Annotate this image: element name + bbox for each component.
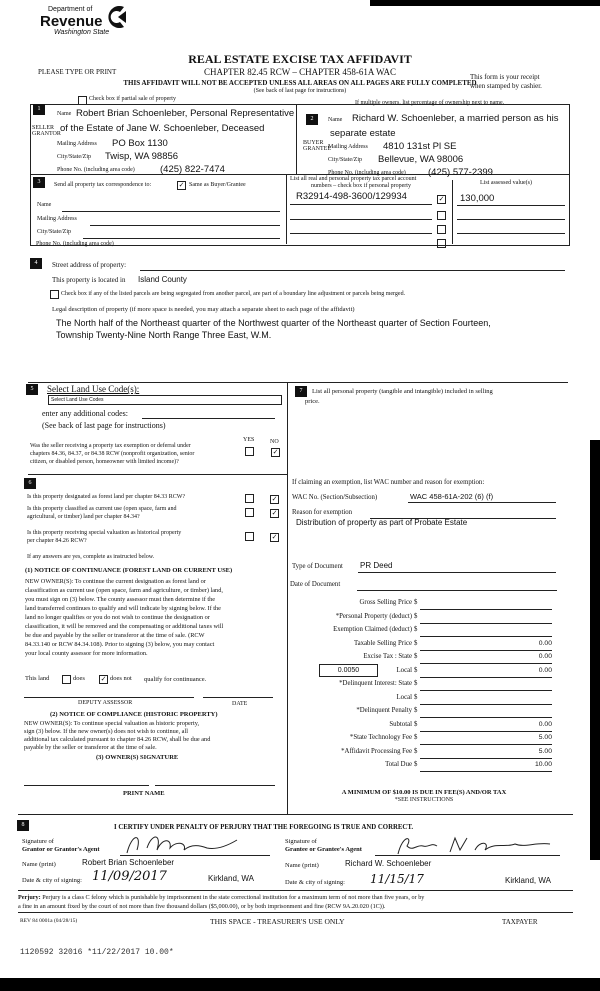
warning-line: THIS AFFIDAVIT WILL NOT BE ACCEPTED UNLESS ALL AREAS ON ALL PAGES ARE FULLY COMPLETED	[123, 79, 477, 87]
owner-signature-title: (3) OWNER(S) SIGNATURE	[96, 754, 179, 761]
dollar-sign: $	[414, 599, 418, 606]
partial-sale-label: Check box if partial sale of property	[89, 96, 176, 102]
dollar-sign: $	[414, 761, 418, 768]
notice-line: sign (3) below. If the new owner(s) does not wish to continue, all	[24, 728, 188, 735]
fee-value-field[interactable]	[420, 613, 552, 624]
dollar-sign: $	[414, 720, 418, 728]
signature-of-label: Signature of	[285, 838, 317, 845]
exemption-reason-field[interactable]: Distribution of property as part of Probate Estate	[296, 518, 468, 527]
fee-value-field[interactable]: 5.00	[420, 734, 552, 745]
wac-label: WAC No. (Section/Subsection)	[292, 494, 378, 501]
chapter-line: CHAPTER 82.45 RCW – CHAPTER 458-61A WAC	[204, 67, 396, 77]
phone-label: Phone No. (including area code)	[57, 167, 135, 173]
located-label: This property is located in	[52, 276, 126, 284]
dor-logo-icon	[104, 3, 128, 31]
document-date-label: Date of Document	[290, 581, 341, 588]
exemption-yes-checkbox[interactable]	[245, 447, 254, 456]
grantee-agent-label: Grantee or Grantee's Agent	[285, 846, 362, 853]
notice-continuance-title: (1) NOTICE OF CONTINUANCE (FOREST LAND OR CURRENT USE)	[25, 567, 233, 574]
dollar-sign: $	[414, 612, 418, 620]
exemption-question-2: chapters 84.36, 84.37, or 84.38 RCW (nonprofit organization, senior	[30, 451, 195, 457]
forest-land-question: Is this property designated as forest land per chapter 84.33 RCW?	[27, 494, 186, 500]
date-label: DATE	[232, 701, 248, 707]
please-type: PLEASE TYPE OR PRINT	[38, 68, 117, 76]
dollar-sign: $	[414, 693, 418, 701]
historical-question: Is this property receiving special valuation as historical property	[27, 530, 182, 536]
exemption-question: Was the seller receiving a property tax exemption or deferral under	[30, 443, 191, 449]
buyer-side-label: BUYER GRANTEE	[303, 140, 331, 152]
notice-line: land transferred continues to qualify and will indicate by signing below. If the	[25, 605, 221, 612]
this-land-label: This land	[25, 675, 50, 682]
fee-label: Local	[396, 693, 412, 701]
phone-label: Phone No. (including area code)	[328, 170, 406, 176]
fee-label: Total Due	[385, 761, 412, 768]
buyer-phone-field[interactable]: (425) 577-2399	[428, 167, 493, 178]
street-address-label: Street address of property:	[52, 261, 127, 269]
notice-line: classification, it will be removed and the compensating or additional taxes will	[25, 623, 224, 630]
form-title: REAL ESTATE EXCISE TAX AFFIDAVIT	[188, 52, 412, 66]
see-back: (See back of last page for instructions)	[253, 88, 347, 94]
dollar-sign: $	[414, 707, 418, 714]
personal-property-checkbox[interactable]	[437, 211, 446, 220]
no-header: NO	[270, 439, 279, 445]
print-name-label: PRINT NAME	[123, 790, 165, 797]
document-type-label: Type of Document	[292, 563, 343, 570]
section-number: 2	[306, 114, 318, 125]
yes-header: YES	[243, 437, 255, 443]
multiple-owners-note: If multiple owners, list percentage of ownership next to name.	[355, 100, 505, 106]
exemption-no-checkbox[interactable]: ✓	[272, 448, 279, 456]
section-number: 6	[24, 478, 36, 489]
date-city-label: Date & city of signing:	[22, 877, 82, 884]
fee-value-field[interactable]	[420, 680, 552, 691]
dollar-sign: $	[414, 680, 418, 687]
grantee-date-field[interactable]: 11/15/17	[370, 872, 424, 886]
fee-label: Exemption Claimed (deduct)	[333, 626, 412, 633]
dollar-sign: $	[414, 653, 418, 660]
notice-line: NEW OWNER(S): To continue special valuation as historic property,	[24, 720, 200, 727]
form-revision: REV 84 0001a (04/28/15)	[20, 918, 78, 924]
seller-city-field[interactable]: Twisp, WA 98856	[105, 151, 179, 162]
notice-compliance-text	[24, 720, 210, 752]
city-label: City/State/Zip	[57, 154, 91, 160]
does-label: does	[73, 675, 85, 682]
buyer-city-field[interactable]: Bellevue, WA 98006	[378, 154, 464, 165]
see-instructions: (See back of last page for instructions)	[42, 421, 166, 430]
notice-line: additional tax calculated pursuant to chapter 84.26 RCW, shall be due and	[24, 736, 211, 743]
fee-value-field[interactable]	[420, 599, 552, 610]
logo-text-2: Revenue	[40, 13, 103, 30]
city-label: City/State/Zip	[37, 229, 71, 235]
assessed-header: List assessed value(s)	[480, 180, 532, 186]
qualify-label: qualify for continuance.	[144, 676, 207, 683]
fee-label: *Delinquent Interest: State	[339, 680, 412, 687]
assessed-value-field[interactable]: 130,000	[460, 193, 495, 204]
notice-continuance-text	[25, 577, 223, 658]
current-use-yes-checkbox[interactable]	[245, 508, 254, 517]
address-label: Mailing Address	[57, 141, 97, 147]
historical-yes-checkbox[interactable]	[245, 532, 254, 541]
address-label: Mailing Address	[328, 144, 368, 150]
notice-line: payable by the seller or transferor at the time of sale.	[24, 744, 157, 751]
signature-of-label: Signature of	[22, 838, 54, 845]
city-label: City/State/Zip	[328, 157, 362, 163]
fee-value-field[interactable]	[420, 626, 552, 637]
legal-description-line-1[interactable]: The North half of the Northeast quarter of the Northwest quarter of the Northeast quarter of Section Fourteen,	[56, 318, 491, 328]
seller-name-field-2[interactable]: of the Estate of Jane W. Schoenleber, Deceased	[60, 123, 265, 134]
grantor-agent-label: Grantor or Grantor's Agent	[22, 846, 100, 853]
land-use-label: Select Land Use Code(s):	[47, 384, 140, 394]
see-instructions-note: *SEE INSTRUCTIONS	[394, 797, 454, 803]
claim-exemption-label: If claiming an exemption, list WAC number and reason for exemption:	[292, 479, 485, 486]
segregated-checkbox[interactable]	[50, 290, 59, 299]
personal-property-checkbox[interactable]: ✓	[438, 195, 445, 203]
fee-value-field[interactable]: 0.00	[420, 640, 552, 651]
grantee-city-field[interactable]: Kirkland, WA	[505, 876, 551, 885]
historical-no-checkbox[interactable]: ✓	[271, 533, 278, 541]
receipt-line-1: This form is your receipt	[470, 73, 540, 81]
fee-value-field[interactable]	[420, 707, 552, 718]
buyer-address-field[interactable]: 4810 131st Pl SE	[383, 141, 457, 152]
seller-name-field[interactable]: Robert Brian Schoenleber, Personal Representative	[76, 108, 295, 119]
notice-line: your local county assessor for more information.	[25, 650, 148, 657]
seller-side-label: SELLER GRANTOR	[32, 125, 61, 137]
fee-label: Taxable Selling Price	[353, 639, 412, 647]
name-print-label: Name (print)	[285, 862, 319, 869]
land-use-dropdown[interactable]: Select Land Use Codes	[48, 395, 282, 405]
grantor-date-field[interactable]: 11/09/2017	[92, 869, 167, 884]
fee-value-field[interactable]: 10.00	[420, 761, 552, 772]
perjury-line-1	[18, 894, 424, 901]
reason-label: Reason for exemption	[292, 509, 353, 516]
fee-label: Gross Selling Price	[359, 599, 412, 606]
section-number: 3	[33, 177, 45, 188]
fee-value-field[interactable]: 0.00	[420, 653, 552, 664]
receipt-line-2: when stamped by cashier.	[470, 82, 542, 90]
perjury-text: Perjury is a class C felony which is punishable by imprisonment in the state correctional institution for a maximum term of not more than five years, or by	[42, 894, 425, 901]
forest-yes-checkbox[interactable]	[245, 494, 254, 503]
grantee-name-field[interactable]: Richard W. Schoenleber	[345, 859, 432, 868]
fee-label: Excise Tax : State	[363, 653, 412, 660]
same-as-buyer-label: Same as Buyer/Grantee	[189, 182, 246, 188]
name-label: Name	[57, 111, 72, 117]
fee-label: Local	[396, 666, 412, 674]
taxpayer-label: TAXPAYER	[502, 918, 538, 926]
fee-value-field[interactable]: 5.00	[420, 748, 552, 759]
scan-border-top	[370, 0, 600, 6]
forest-no-checkbox[interactable]: ✓	[271, 495, 278, 503]
cashier-stamp: 1120592 32016 *11/22/2017 10.00*	[20, 948, 174, 957]
phone-label: Phone No. (including area code)	[36, 241, 114, 247]
scan-border-right	[590, 440, 600, 860]
wac-number-field[interactable]: WAC 458-61A-202 (6) (f)	[410, 492, 494, 501]
personal-property-checkbox[interactable]	[437, 239, 446, 248]
logo-text-1: Department of	[48, 6, 93, 13]
dollar-sign: $	[414, 639, 418, 647]
fee-label: Subtotal	[389, 720, 412, 728]
fee-value-field[interactable]: 0.00	[420, 667, 552, 678]
grantor-signature	[122, 828, 242, 858]
exemption-question-3: citizen, or disabled person, homeowner with limited income)?	[30, 459, 179, 465]
section-number: 7	[295, 386, 307, 397]
does-checkbox[interactable]	[62, 675, 71, 684]
minimum-due-note: A MINIMUM OF $10.00 IS DUE IN FEE(S) AND/OR TAX	[341, 789, 507, 796]
perjury-line-2: a fine in an amount fixed by the court of not more than five thousand dollars ($5,000.00), or by both imprisonment and fine (RCW 9A.20.020 (1C)).	[18, 903, 386, 910]
treasurer-note: THIS SPACE - TREASURER'S USE ONLY	[210, 917, 345, 926]
section-number: 1	[33, 104, 45, 115]
certify-statement: I CERTIFY UNDER PENALTY OF PERJURY THAT THE FOREGOING IS TRUE AND CORRECT.	[114, 824, 414, 831]
does-not-label: does not	[110, 675, 132, 682]
same-as-buyer-checkbox[interactable]: ✓	[178, 181, 185, 189]
fee-label: *Personal Property (deduct)	[335, 612, 412, 620]
current-use-no-checkbox[interactable]: ✓	[271, 509, 278, 517]
notice-compliance-title: (2) NOTICE OF COMPLIANCE (HISTORIC PROPERTY)	[50, 711, 218, 718]
notice-line: NEW OWNER(S): To continue the current designation as forest land or	[25, 578, 206, 585]
section-number: 4	[30, 258, 42, 269]
grantor-name-field[interactable]: Robert Brian Schoenleber	[82, 858, 175, 867]
name-print-label: Name (print)	[22, 861, 56, 868]
current-use-question: Is this property classified as current use (open space, farm and	[27, 506, 177, 512]
if-any-yes-note: If any answers are yes, complete as instructed below.	[27, 554, 155, 560]
additional-codes-label: enter any additional codes:	[42, 409, 128, 418]
notice-line: be due and payable by the seller or transferor at the time of sale. (RCW	[25, 632, 205, 639]
perjury-label: Perjury:	[18, 894, 41, 901]
notice-line: you must sign on (3) below. The county assessor must then determine if the	[25, 596, 216, 603]
scan-border-bottom	[0, 978, 600, 991]
parcel-number-field[interactable]: R32914-498-3600/129934	[296, 191, 407, 202]
name-label: Name	[328, 117, 343, 123]
fee-label: *Delinquent Penalty	[356, 707, 412, 714]
legal-description-line-2[interactable]: Township Twenty-Nine North Range Three East, W.M.	[56, 330, 272, 340]
buyer-name-field-2[interactable]: separate estate	[330, 128, 396, 139]
notice-line: land no longer qualifies or you do not wish to continue the designation or	[25, 614, 210, 621]
personal-property-label-2: price.	[305, 398, 320, 405]
parcel-header-2: numbers – check box if personal property	[311, 183, 411, 189]
dollar-sign: $	[414, 626, 418, 633]
current-use-question-2: agricultural, or timber) land per chapter 84.34?	[27, 514, 140, 520]
does-not-checkbox[interactable]: ✓	[100, 675, 107, 683]
address-label: Mailing Address	[37, 216, 77, 222]
grantor-city-field[interactable]: Kirkland, WA	[208, 874, 254, 883]
send-correspondence-label: Send all property tax correspondence to:	[54, 182, 152, 188]
section-number: 8	[17, 820, 29, 831]
fee-label: *State Technology Fee	[349, 734, 412, 741]
buyer-name-field[interactable]: Richard W. Schoenleber, a married person as his	[352, 113, 559, 124]
section-number: 5	[26, 384, 38, 395]
name-label: Name	[37, 202, 52, 208]
legal-description-label: Legal description of property (if more space is needed, you may attach a separate sheet to each page of the affidavit)	[52, 306, 355, 313]
notice-line: classification as current use (open space, farm and agriculture, or timber) land,	[25, 587, 223, 594]
deputy-assessor-label: DEPUTY ASSESSOR	[78, 700, 133, 706]
fee-value-field[interactable]	[420, 694, 552, 705]
date-city-label: Date & city of signing:	[285, 879, 345, 886]
dollar-sign: $	[414, 734, 418, 741]
dollar-sign: $	[414, 666, 418, 674]
logo-text-3: Washington State	[54, 29, 110, 36]
county-field[interactable]: Island County	[138, 275, 187, 284]
parcel-header: List all real and personal property tax parcel account	[290, 176, 417, 182]
seller-phone-field[interactable]: (425) 822-7474	[160, 164, 225, 175]
segregated-label: Check box if any of the listed parcels are being segregated from another parcel, are part of a boundary line adjustment or parcels being merged.	[61, 291, 406, 297]
personal-property-checkbox[interactable]	[437, 225, 446, 234]
fee-value-field[interactable]: 0.00	[420, 721, 552, 732]
historical-question-2: per chapter 84.26 RCW?	[27, 538, 87, 544]
notice-line: 84.33.140 or RCW 84.34.108). Prior to signing (3) below, you may contact	[25, 641, 215, 648]
seller-address-field[interactable]: PO Box 1130	[112, 138, 168, 149]
document-type-field[interactable]: PR Deed	[360, 561, 393, 570]
dollar-sign: $	[414, 747, 418, 755]
personal-property-label: List all personal property (tangible and intangible) included in selling	[312, 388, 493, 395]
fee-label: *Affidavit Processing Fee	[341, 747, 412, 755]
local-rate-field[interactable]: 0.0050	[319, 664, 378, 677]
